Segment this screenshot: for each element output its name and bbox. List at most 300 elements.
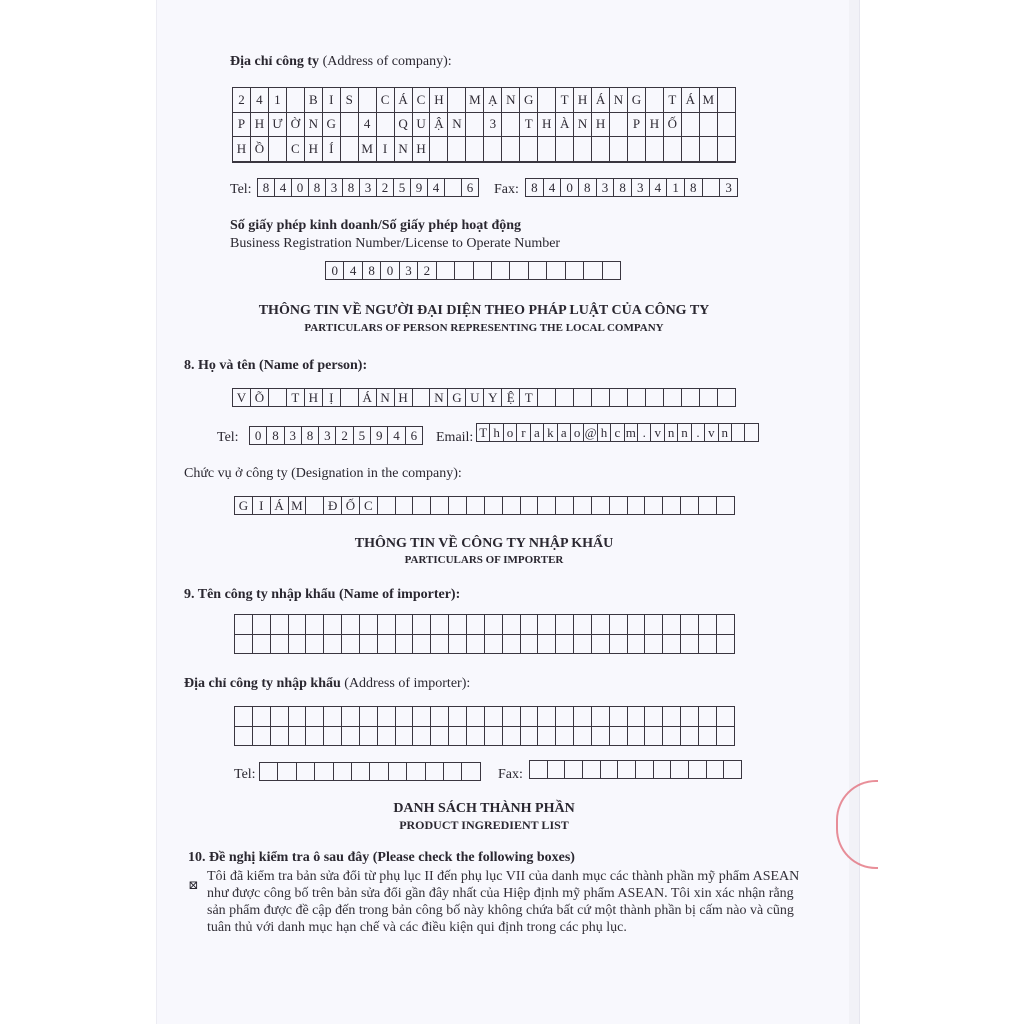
- char-box[interactable]: [574, 137, 592, 162]
- char-box[interactable]: [252, 634, 270, 654]
- char-box[interactable]: [592, 161, 610, 162]
- char-box[interactable]: [645, 389, 663, 407]
- char-box[interactable]: [306, 634, 324, 654]
- char-box[interactable]: 9: [411, 179, 428, 197]
- char-box[interactable]: 6: [462, 179, 479, 197]
- char-box[interactable]: [510, 262, 528, 280]
- char-box[interactable]: [538, 161, 556, 162]
- char-box[interactable]: [663, 726, 681, 746]
- char-box[interactable]: I: [252, 497, 270, 515]
- char-box[interactable]: [448, 137, 466, 162]
- char-box[interactable]: v: [651, 424, 664, 442]
- char-box[interactable]: 0: [381, 262, 399, 280]
- char-box[interactable]: [235, 726, 253, 746]
- char-box[interactable]: [502, 615, 520, 635]
- char-box[interactable]: Á: [394, 88, 412, 113]
- char-box[interactable]: [520, 161, 538, 162]
- char-box[interactable]: [591, 707, 609, 727]
- char-box[interactable]: N: [394, 137, 412, 162]
- char-box[interactable]: [556, 615, 574, 635]
- char-box[interactable]: [376, 161, 394, 162]
- char-box[interactable]: [449, 726, 467, 746]
- char-box[interactable]: P: [233, 112, 251, 137]
- char-box[interactable]: [324, 707, 342, 727]
- char-box[interactable]: [547, 761, 565, 779]
- char-box[interactable]: [699, 112, 717, 137]
- char-box[interactable]: C: [286, 137, 304, 162]
- char-box[interactable]: [484, 161, 502, 162]
- char-box[interactable]: [233, 161, 251, 162]
- char-box[interactable]: 0: [326, 262, 344, 280]
- char-box[interactable]: [538, 726, 556, 746]
- char-box[interactable]: [591, 634, 609, 654]
- char-box[interactable]: [444, 763, 462, 781]
- char-box[interactable]: [688, 761, 706, 779]
- char-box[interactable]: [333, 763, 351, 781]
- char-box[interactable]: [591, 497, 609, 515]
- char-box[interactable]: [252, 615, 270, 635]
- char-box[interactable]: [610, 389, 628, 407]
- char-box[interactable]: H: [250, 112, 268, 137]
- char-box[interactable]: [698, 707, 716, 727]
- char-box[interactable]: Ố: [342, 497, 360, 515]
- char-box[interactable]: [431, 707, 449, 727]
- char-box[interactable]: 8: [362, 262, 380, 280]
- char-box[interactable]: [556, 726, 574, 746]
- char-box[interactable]: [582, 761, 600, 779]
- char-box[interactable]: [745, 424, 759, 442]
- char-box[interactable]: C: [359, 497, 377, 515]
- char-box[interactable]: [358, 161, 376, 162]
- char-box[interactable]: [699, 389, 717, 407]
- char-box[interactable]: [627, 726, 645, 746]
- char-box[interactable]: [574, 707, 592, 727]
- char-box[interactable]: M: [699, 88, 717, 113]
- char-box[interactable]: [627, 615, 645, 635]
- char-box[interactable]: [663, 634, 681, 654]
- char-box[interactable]: [538, 615, 556, 635]
- char-box[interactable]: a: [557, 424, 570, 442]
- char-box[interactable]: o: [570, 424, 583, 442]
- char-box[interactable]: [609, 615, 627, 635]
- char-box[interactable]: [342, 726, 360, 746]
- char-box[interactable]: [252, 726, 270, 746]
- char-box[interactable]: S: [340, 88, 358, 113]
- char-box[interactable]: [602, 262, 620, 280]
- char-box[interactable]: [520, 615, 538, 635]
- char-box[interactable]: [717, 161, 735, 162]
- char-box[interactable]: [556, 161, 574, 162]
- char-box[interactable]: [270, 634, 288, 654]
- char-box[interactable]: [425, 763, 443, 781]
- char-box[interactable]: Ố: [663, 112, 681, 137]
- char-box[interactable]: [431, 497, 449, 515]
- char-box[interactable]: V: [233, 389, 251, 407]
- char-box[interactable]: T: [520, 112, 538, 137]
- char-box[interactable]: [395, 497, 413, 515]
- char-box[interactable]: [574, 726, 592, 746]
- char-box[interactable]: [574, 497, 592, 515]
- char-box[interactable]: 4: [388, 427, 405, 445]
- char-box[interactable]: N: [430, 389, 448, 407]
- char-box[interactable]: [538, 389, 556, 407]
- char-box[interactable]: 0: [292, 179, 309, 197]
- char-box[interactable]: 4: [428, 179, 445, 197]
- char-box[interactable]: [359, 726, 377, 746]
- char-box[interactable]: 8: [343, 179, 360, 197]
- char-box[interactable]: [286, 88, 304, 113]
- char-box[interactable]: [484, 615, 502, 635]
- char-box[interactable]: .: [638, 424, 651, 442]
- char-box[interactable]: [530, 761, 548, 779]
- char-box[interactable]: r: [517, 424, 530, 442]
- char-box[interactable]: [520, 137, 538, 162]
- char-box[interactable]: [377, 497, 395, 515]
- char-box[interactable]: [663, 389, 681, 407]
- char-box[interactable]: [538, 497, 556, 515]
- char-box[interactable]: h: [490, 424, 503, 442]
- char-box[interactable]: [449, 707, 467, 727]
- char-box[interactable]: [377, 707, 395, 727]
- char-box[interactable]: 8: [267, 427, 284, 445]
- char-box[interactable]: [449, 634, 467, 654]
- char-box[interactable]: 4: [344, 262, 362, 280]
- char-box[interactable]: [370, 763, 388, 781]
- char-box[interactable]: [394, 161, 412, 162]
- char-box[interactable]: [609, 726, 627, 746]
- char-box[interactable]: U: [412, 112, 430, 137]
- char-box[interactable]: [306, 615, 324, 635]
- char-box[interactable]: [610, 161, 628, 162]
- char-box[interactable]: [716, 634, 734, 654]
- char-box[interactable]: [296, 763, 314, 781]
- char-box[interactable]: [484, 137, 502, 162]
- char-box[interactable]: B: [304, 88, 322, 113]
- char-box[interactable]: [359, 707, 377, 727]
- char-box[interactable]: [681, 497, 699, 515]
- char-box[interactable]: [270, 707, 288, 727]
- char-box[interactable]: 9: [371, 427, 388, 445]
- char-box[interactable]: [702, 179, 720, 197]
- char-box[interactable]: [681, 389, 699, 407]
- char-box[interactable]: [663, 707, 681, 727]
- char-box[interactable]: [528, 262, 546, 280]
- char-box[interactable]: [645, 634, 663, 654]
- char-box[interactable]: Ạ: [484, 88, 502, 113]
- char-box[interactable]: [413, 726, 431, 746]
- char-box[interactable]: [502, 634, 520, 654]
- char-box[interactable]: 5: [353, 427, 370, 445]
- char-box[interactable]: G: [520, 88, 538, 113]
- char-box[interactable]: [600, 761, 618, 779]
- char-box[interactable]: [627, 137, 645, 162]
- char-box[interactable]: [388, 763, 406, 781]
- char-box[interactable]: [556, 137, 574, 162]
- char-box[interactable]: [448, 88, 466, 113]
- char-box[interactable]: G: [322, 112, 340, 137]
- char-box[interactable]: [395, 707, 413, 727]
- char-box[interactable]: [584, 262, 602, 280]
- char-box[interactable]: 4: [250, 88, 268, 113]
- char-box[interactable]: 2: [418, 262, 436, 280]
- char-box[interactable]: 5: [394, 179, 411, 197]
- char-box[interactable]: [445, 179, 462, 197]
- char-box[interactable]: [412, 389, 430, 407]
- char-box[interactable]: À: [556, 112, 574, 137]
- char-box[interactable]: [520, 707, 538, 727]
- char-box[interactable]: [430, 137, 448, 162]
- char-box[interactable]: [591, 615, 609, 635]
- char-box[interactable]: [635, 761, 653, 779]
- char-box[interactable]: [645, 726, 663, 746]
- char-box[interactable]: [627, 389, 645, 407]
- char-box[interactable]: [681, 112, 699, 137]
- char-box[interactable]: [449, 497, 467, 515]
- char-box[interactable]: [235, 615, 253, 635]
- char-box[interactable]: 4: [358, 112, 376, 137]
- char-box[interactable]: Ờ: [286, 112, 304, 137]
- char-box[interactable]: 8: [614, 179, 632, 197]
- char-box[interactable]: [250, 161, 268, 162]
- char-box[interactable]: [484, 707, 502, 727]
- char-box[interactable]: 1: [667, 179, 685, 197]
- char-box[interactable]: H: [304, 137, 322, 162]
- char-box[interactable]: Í: [322, 137, 340, 162]
- char-box[interactable]: [699, 137, 717, 162]
- char-box[interactable]: [484, 726, 502, 746]
- char-box[interactable]: U: [466, 389, 484, 407]
- char-box[interactable]: [681, 615, 699, 635]
- char-box[interactable]: H: [233, 137, 251, 162]
- char-box[interactable]: [306, 707, 324, 727]
- char-box[interactable]: [466, 137, 484, 162]
- checkbox-checked-icon[interactable]: ⊠: [188, 878, 199, 892]
- char-box[interactable]: [466, 634, 484, 654]
- char-box[interactable]: [235, 634, 253, 654]
- char-box[interactable]: N: [574, 112, 592, 137]
- char-box[interactable]: [645, 707, 663, 727]
- char-box[interactable]: [681, 707, 699, 727]
- char-box[interactable]: [315, 763, 333, 781]
- char-box[interactable]: [663, 137, 681, 162]
- char-box[interactable]: [324, 726, 342, 746]
- char-box[interactable]: [698, 726, 716, 746]
- char-box[interactable]: H: [538, 112, 556, 137]
- char-box[interactable]: 1: [268, 88, 286, 113]
- char-box[interactable]: [324, 634, 342, 654]
- char-box[interactable]: T: [663, 88, 681, 113]
- char-box[interactable]: [609, 707, 627, 727]
- char-box[interactable]: H: [430, 88, 448, 113]
- char-box[interactable]: Á: [358, 389, 376, 407]
- char-box[interactable]: [278, 763, 296, 781]
- char-box[interactable]: Õ: [250, 389, 268, 407]
- char-box[interactable]: [466, 161, 484, 162]
- char-box[interactable]: G: [448, 389, 466, 407]
- char-box[interactable]: [538, 634, 556, 654]
- char-box[interactable]: 8: [578, 179, 596, 197]
- char-box[interactable]: [645, 497, 663, 515]
- char-box[interactable]: [448, 161, 466, 162]
- char-box[interactable]: [466, 497, 484, 515]
- char-box[interactable]: [359, 634, 377, 654]
- char-box[interactable]: [698, 497, 716, 515]
- char-box[interactable]: N: [610, 88, 628, 113]
- char-box[interactable]: Đ: [324, 497, 342, 515]
- char-box[interactable]: [413, 615, 431, 635]
- char-box[interactable]: [466, 112, 484, 137]
- char-box[interactable]: 8: [301, 427, 318, 445]
- char-box[interactable]: Ư: [268, 112, 286, 137]
- char-box[interactable]: C: [376, 88, 394, 113]
- char-box[interactable]: v: [705, 424, 718, 442]
- char-box[interactable]: [681, 634, 699, 654]
- char-box[interactable]: [260, 763, 278, 781]
- char-box[interactable]: [466, 726, 484, 746]
- char-box[interactable]: [430, 161, 448, 162]
- char-box[interactable]: 4: [543, 179, 561, 197]
- char-box[interactable]: [681, 137, 699, 162]
- char-box[interactable]: [627, 161, 645, 162]
- char-box[interactable]: G: [235, 497, 253, 515]
- char-box[interactable]: [627, 707, 645, 727]
- char-box[interactable]: Y: [484, 389, 502, 407]
- char-box[interactable]: T: [477, 424, 490, 442]
- char-box[interactable]: [502, 497, 520, 515]
- char-box[interactable]: 8: [684, 179, 702, 197]
- char-box[interactable]: [627, 634, 645, 654]
- char-box[interactable]: [502, 137, 520, 162]
- char-box[interactable]: T: [520, 389, 538, 407]
- char-box[interactable]: [717, 112, 735, 137]
- char-box[interactable]: [671, 761, 689, 779]
- char-box[interactable]: [395, 634, 413, 654]
- char-box[interactable]: 8: [526, 179, 544, 197]
- char-box[interactable]: @: [584, 424, 597, 440]
- char-box[interactable]: [359, 615, 377, 635]
- char-box[interactable]: [306, 497, 324, 515]
- char-box[interactable]: Ậ: [430, 112, 448, 137]
- char-box[interactable]: [342, 615, 360, 635]
- char-box[interactable]: 3: [284, 427, 301, 445]
- char-box[interactable]: [340, 161, 358, 162]
- char-box[interactable]: [288, 634, 306, 654]
- char-box[interactable]: [288, 726, 306, 746]
- char-box[interactable]: Ị: [322, 389, 340, 407]
- char-box[interactable]: 3: [631, 179, 649, 197]
- char-box[interactable]: [592, 389, 610, 407]
- char-box[interactable]: [556, 389, 574, 407]
- char-box[interactable]: N: [376, 389, 394, 407]
- char-box[interactable]: 3: [399, 262, 417, 280]
- char-box[interactable]: [663, 615, 681, 635]
- char-box[interactable]: [556, 497, 574, 515]
- char-box[interactable]: [699, 161, 717, 162]
- char-box[interactable]: [520, 726, 538, 746]
- char-box[interactable]: I: [376, 137, 394, 162]
- char-box[interactable]: [706, 761, 724, 779]
- char-box[interactable]: H: [592, 112, 610, 137]
- char-box[interactable]: H: [304, 389, 322, 407]
- char-box[interactable]: [395, 615, 413, 635]
- char-box[interactable]: [407, 763, 425, 781]
- char-box[interactable]: [565, 761, 583, 779]
- char-box[interactable]: T: [556, 88, 574, 113]
- char-box[interactable]: [716, 497, 734, 515]
- char-box[interactable]: [716, 615, 734, 635]
- char-box[interactable]: Á: [270, 497, 288, 515]
- char-box[interactable]: [268, 389, 286, 407]
- char-box[interactable]: [413, 497, 431, 515]
- char-box[interactable]: [663, 497, 681, 515]
- char-box[interactable]: [717, 88, 735, 113]
- char-box[interactable]: [502, 707, 520, 727]
- char-box[interactable]: [681, 726, 699, 746]
- char-box[interactable]: [466, 615, 484, 635]
- char-box[interactable]: n: [718, 424, 731, 442]
- char-box[interactable]: N: [502, 88, 520, 113]
- char-box[interactable]: [547, 262, 565, 280]
- char-box[interactable]: [698, 615, 716, 635]
- char-box[interactable]: m: [625, 424, 636, 440]
- char-box[interactable]: [645, 161, 663, 162]
- char-box[interactable]: [538, 137, 556, 162]
- char-box[interactable]: [556, 634, 574, 654]
- char-box[interactable]: .: [691, 424, 704, 442]
- char-box[interactable]: [663, 161, 681, 162]
- char-box[interactable]: [484, 497, 502, 515]
- char-box[interactable]: 6: [405, 427, 422, 445]
- char-box[interactable]: [268, 161, 286, 162]
- char-box[interactable]: H: [574, 88, 592, 113]
- char-box[interactable]: [556, 707, 574, 727]
- char-box[interactable]: C: [412, 88, 430, 113]
- char-box[interactable]: [288, 615, 306, 635]
- char-box[interactable]: [724, 761, 742, 779]
- char-box[interactable]: H: [394, 389, 412, 407]
- char-box[interactable]: [716, 707, 734, 727]
- char-box[interactable]: [462, 763, 481, 781]
- char-box[interactable]: Á: [681, 88, 699, 113]
- char-box[interactable]: [502, 161, 520, 162]
- char-box[interactable]: [627, 497, 645, 515]
- char-box[interactable]: [574, 161, 592, 162]
- char-box[interactable]: [455, 262, 473, 280]
- char-box[interactable]: [306, 726, 324, 746]
- char-box[interactable]: a: [530, 424, 543, 442]
- char-box[interactable]: [352, 763, 370, 781]
- char-box[interactable]: [358, 88, 376, 113]
- char-box[interactable]: [491, 262, 509, 280]
- char-box[interactable]: 2: [377, 179, 394, 197]
- char-box[interactable]: [413, 707, 431, 727]
- char-box[interactable]: [610, 112, 628, 137]
- char-box[interactable]: [377, 726, 395, 746]
- char-box[interactable]: [502, 726, 520, 746]
- char-box[interactable]: [609, 634, 627, 654]
- char-box[interactable]: [340, 137, 358, 162]
- char-box[interactable]: [377, 634, 395, 654]
- char-box[interactable]: [322, 161, 340, 162]
- char-box[interactable]: [431, 726, 449, 746]
- char-box[interactable]: [653, 761, 671, 779]
- char-box[interactable]: [592, 137, 610, 162]
- char-box[interactable]: [520, 634, 538, 654]
- char-box[interactable]: Q: [394, 112, 412, 137]
- char-box[interactable]: [270, 726, 288, 746]
- char-box[interactable]: [252, 707, 270, 727]
- char-box[interactable]: H: [412, 137, 430, 162]
